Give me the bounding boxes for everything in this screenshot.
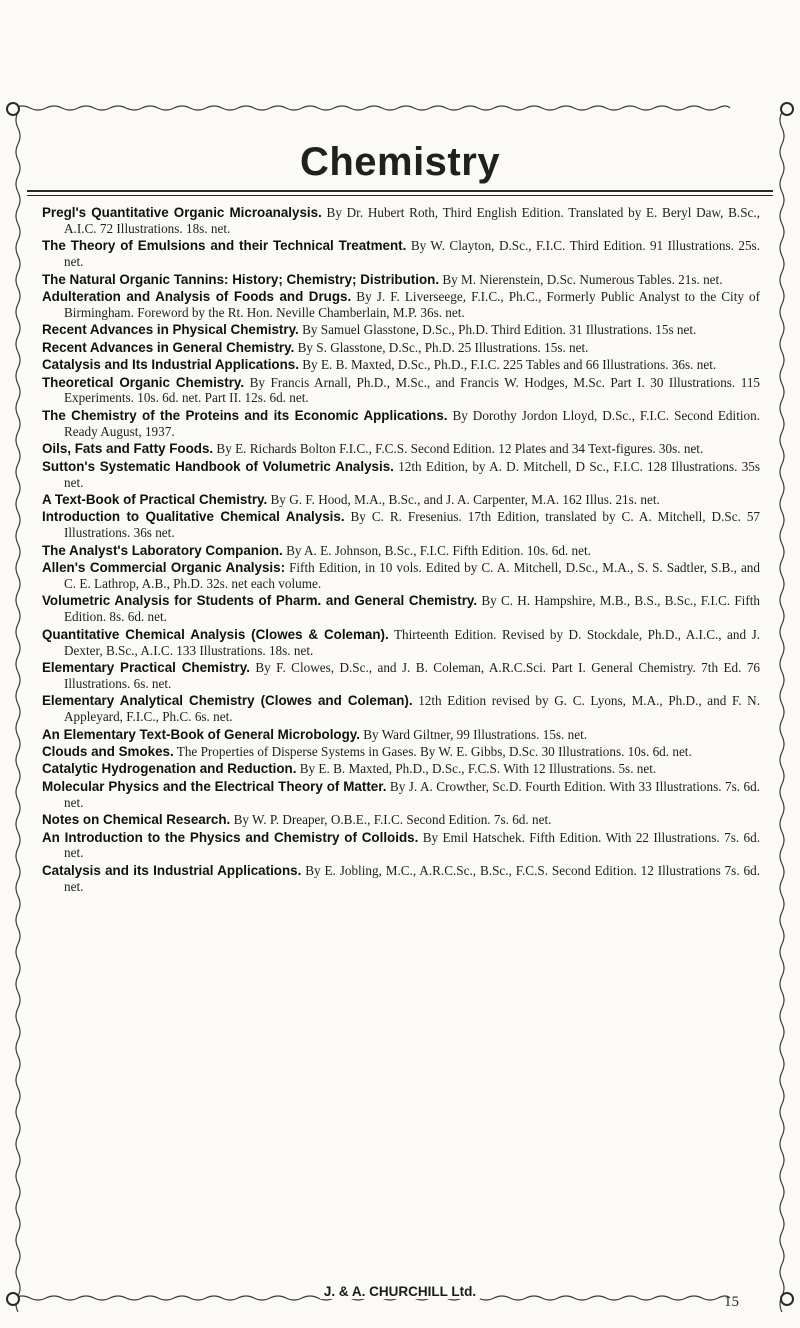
book-entry: [42, 830, 760, 862]
book-title: Notes on Chemical Research.: [42, 812, 231, 828]
book-details: By J. A. Crowther, Sc.D. Fourth Edition. With 33 Illustrations. 7s. 6d. net.: [64, 778, 761, 810]
book-entry: [42, 543, 760, 559]
page-number: 15: [724, 1294, 739, 1310]
book-title: Catalytic Hydrogenation and Reduction.: [42, 761, 297, 777]
book-title: Allen's Commercial Organic Analysis:: [42, 560, 286, 576]
book-details: By Ward Giltner, 99 Illustrations. 15s. net.: [363, 726, 588, 742]
book-entry: [42, 560, 760, 592]
book-title: The Analyst's Laboratory Companion.: [42, 542, 283, 558]
book-details: By W. Clayton, D.Sc., F.I.C. Third Edition. 91 Illustrations. 25s. net.: [64, 238, 760, 270]
book-details: By F. Clowes, D.Sc., and J. B. Coleman, A.R.C.Sci. Part I. General Chemistry. 7th Ed. 76 Illustrations. 6s. net.: [64, 659, 761, 691]
book-entry: [42, 322, 760, 338]
book-entry: [42, 238, 760, 270]
book-details: 12th Edition, by A. D. Mitchell, D Sc., F.I.C. 128 Illustrations. 35s net.: [64, 458, 761, 490]
book-entry: [42, 744, 760, 760]
book-details: 12th Edition revised by G. C. Lyons, M.A., Ph.D., and F. N. Appleyard, F.I.C., Ph.C. 6s. net.: [64, 693, 760, 725]
book-title: Recent Advances in General Chemistry.: [42, 339, 295, 355]
book-entry: [42, 761, 760, 777]
book-details: By Emil Hatschek. Fifth Edition. With 22 Illustrations. 7s. 6d. net.: [64, 829, 761, 861]
book-details: By E. Jobling, M.C., A.R.C.Sc., B.Sc., F.C.S. Second Edition. 12 Illustrations 7s. 6d. net.: [64, 862, 760, 894]
book-entry: [42, 340, 760, 356]
book-title: Oils, Fats and Fatty Foods.: [42, 441, 214, 457]
book-title: Recent Advances in Physical Chemistry.: [42, 322, 299, 338]
book-entry: [42, 357, 760, 373]
book-details: The Properties of Disperse Systems in Gases. By W. E. Gibbs, D.Sc. 30 Illustrations. 10s. 6d. net.: [176, 744, 692, 759]
book-title: Adulteration and Analysis of Foods and Drugs.: [42, 289, 352, 305]
book-details: By G. F. Hood, M.A., B.Sc., and J. A. Carpenter, M.A. 162 Illus. 21s. net.: [270, 491, 660, 507]
book-details: By C. R. Fresenius. 17th Edition, translated by C. A. Mitchell, D.Sc. 57 Illustrations. 36s net.: [64, 509, 761, 541]
book-details: By A. E. Johnson, B.Sc., F.I.C. Fifth Edition. 10s. 6d. net.: [286, 542, 591, 558]
book-title: Theoretical Organic Chemistry.: [42, 374, 245, 390]
book-entry: [42, 727, 760, 743]
book-entry: [42, 660, 760, 692]
corner-ornament-top-left: [6, 102, 20, 116]
book-details: By C. H. Hampshire, M.B., B.S., B.Sc., F.I.C. Fifth Edition. 8s. 6d. net.: [64, 593, 760, 625]
publisher-name: J. & A. CHURCHILL Ltd.: [320, 1284, 480, 1299]
book-entry: [42, 441, 760, 457]
book-entry: [42, 693, 760, 725]
book-details: By Dr. Hubert Roth, Third English Edition. Translated by E. Beryl Daw, B.Sc., A.I.C. 72 Illustrations. 18s. net.: [64, 205, 760, 236]
book-details: By Dorothy Jordon Lloyd, D.Sc., F.I.C. Second Edition. Ready August, 1937.: [64, 407, 761, 439]
book-details: By E. Richards Bolton F.I.C., F.C.S. Second Edition. 12 Plates and 34 Text-figures. 30s. net.: [216, 441, 704, 457]
book-entry: [42, 272, 760, 288]
book-details: By S. Glasstone, D.Sc., Ph.D. 25 Illustrations. 15s. net.: [297, 339, 589, 355]
book-title: An Elementary Text-Book of General Microbology.: [42, 726, 360, 742]
book-list: [42, 205, 760, 896]
book-title: Catalysis and its Industrial Applications.: [42, 862, 302, 878]
book-title: Introduction to Qualitative Chemical Analysis.: [42, 509, 345, 525]
book-entry: [42, 289, 760, 321]
title-rule-thin: [27, 195, 773, 196]
book-details: By E. B. Maxted, D.Sc., Ph.D., F.I.C. 225 Tables and 66 Illustrations. 36s. net.: [302, 357, 717, 373]
book-entry: [42, 779, 760, 811]
page-title: Chemistry: [299, 140, 501, 184]
book-details: Fifth Edition, in 10 vols. Edited by C. A. Mitchell, D.Sc., M.A., S. S. Sadtler, S.B., and C. E. Lathrop, A.B., Ph.D. 32s. net each volume.: [64, 560, 760, 591]
book-entry: [42, 205, 760, 237]
book-entry: [42, 812, 760, 828]
book-entry: [42, 408, 760, 440]
book-details: By J. F. Liverseege, F.I.C., Ph.C., Formerly Public Analyst to the City of Birmingham. Foreword by the Rt. Hon. Neville Chamberlain, M.P. 36s. net.: [64, 289, 761, 320]
book-entry: [42, 459, 760, 491]
book-title: Clouds and Smokes.: [42, 744, 174, 759]
book-details: By M. Nierenstein, D.Sc. Numerous Tables. 21s. net.: [442, 271, 723, 287]
book-entry: [42, 863, 760, 895]
book-entry: [42, 627, 760, 659]
book-title: The Theory of Emulsions and their Technical Treatment.: [42, 238, 407, 254]
book-title: Volumetric Analysis for Students of Pharm. and General Chemistry.: [42, 593, 478, 609]
book-title: Sutton's Systematic Handbook of Volumetric Analysis.: [42, 458, 394, 474]
book-title: Catalysis and Its Industrial Applications.: [42, 357, 299, 373]
book-details: By Francis Arnall, Ph.D., M.Sc., and Francis W. Hodges, M.Sc. Part I. 30 Illustrations. 115 Experiments. 10s. 6d. net. Part II. 12s. 6d. net.: [64, 374, 761, 406]
book-title: Elementary Practical Chemistry.: [42, 659, 250, 675]
book-details: Thirteenth Edition. Revised by D. Stockdale, Ph.D., A.I.C., and J. Dexter, B.Sc., A.I.C. 133 Illustrations. 18s. net.: [64, 626, 760, 658]
book-entry: [42, 509, 760, 541]
book-entry: [42, 593, 760, 625]
book-title: An Introduction to the Physics and Chemistry of Colloids.: [42, 829, 419, 845]
corner-ornament-top-right: [780, 102, 794, 116]
book-title: The Chemistry of the Proteins and its Economic Applications.: [42, 407, 448, 423]
book-title: The Natural Organic Tannins: History; Chemistry; Distribution.: [42, 271, 440, 287]
book-title: Pregl's Quantitative Organic Microanalysis.: [42, 205, 322, 220]
book-entry: [42, 375, 760, 407]
book-details: By E. B. Maxted, Ph.D., D.Sc., F.C.S. With 12 Illustrations. 5s. net.: [299, 761, 657, 777]
book-title: Molecular Physics and the Electrical Theory of Matter.: [42, 778, 387, 794]
book-details: By Samuel Glasstone, D.Sc., Ph.D. Third Edition. 31 Illustrations. 15s net.: [302, 322, 697, 338]
book-entry: [42, 492, 760, 508]
book-title: A Text-Book of Practical Chemistry.: [42, 491, 268, 507]
title-rule-thick: [27, 190, 773, 192]
book-details: By W. P. Dreaper, O.B.E., F.I.C. Second Edition. 7s. 6d. net.: [233, 812, 552, 828]
book-title: Elementary Analytical Chemistry (Clowes and Coleman).: [42, 693, 413, 709]
publisher-footer: [0, 1284, 800, 1299]
book-title: Quantitative Chemical Analysis (Clowes & Coleman).: [42, 626, 389, 642]
